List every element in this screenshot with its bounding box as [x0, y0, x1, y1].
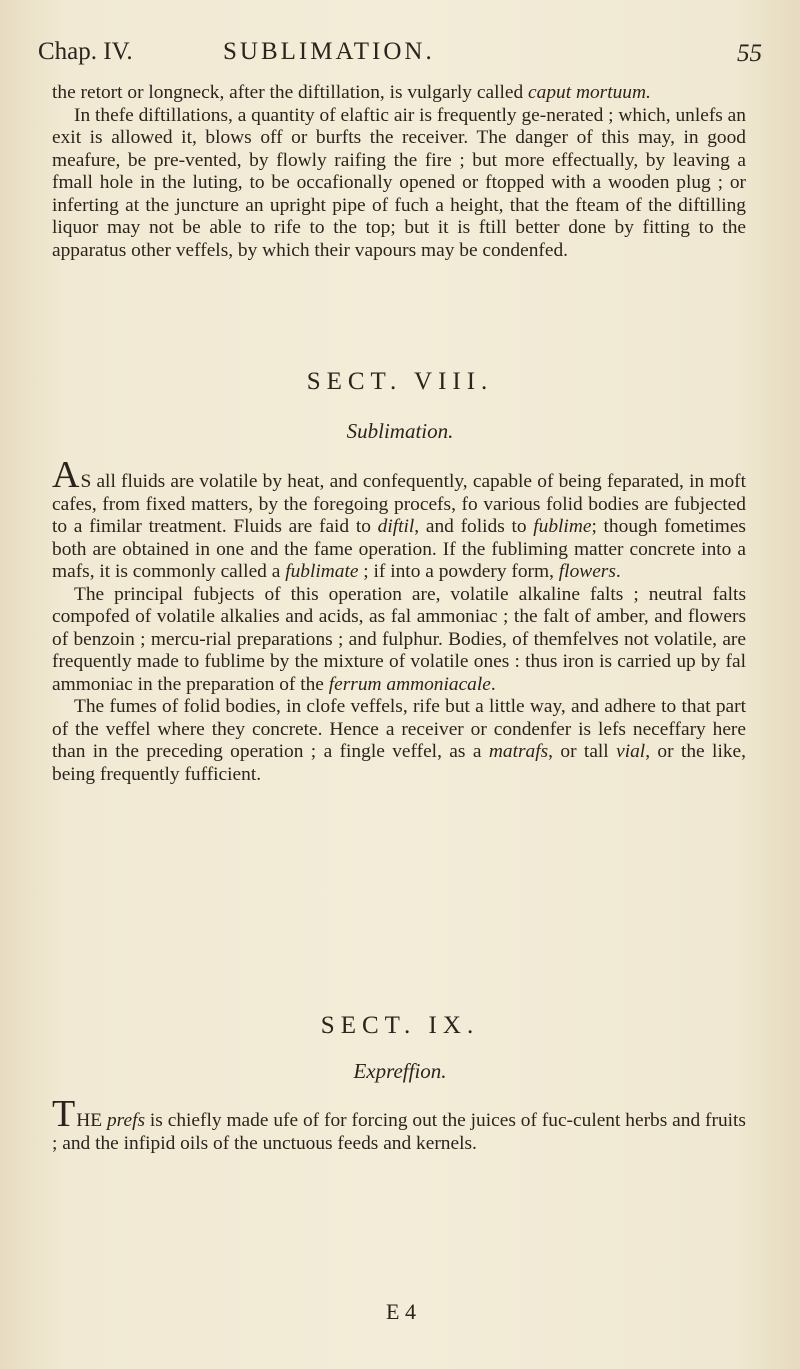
running-head	[38, 38, 762, 72]
intro-paragraph-1: the retort or longneck, after the diftillation, is vulgarly called caput mortuum.	[52, 82, 651, 103]
section-8-paragraph-2: The principal fubjects of this operation are, volatile alkaline falts ; neutral falts compofed of volatile alkalies and acids, as fal ammoniac ; the falt of amber, and flowers of benzoin ; mercu-rial preparations ; and fulphur. Bodies, of themfelves not volatile, are frequently made to fublime by the mixture of volatile ones : thus iron is carried up by fal ammoniac in the preparation of the ferrum ammoniacale.	[52, 583, 746, 695]
section-9-body	[52, 1093, 746, 1155]
section-9-heading: SECT. IX.	[320, 1012, 480, 1039]
page-number: 55	[737, 40, 762, 67]
page-title: SUBLIMATION.	[223, 38, 435, 65]
section-9-paragraph-1: THE prefs is chiefly made ufe of for forcing out the juices of fuc-culent herbs and fruits ; and the infipid oils of the unctuous feeds and kernels.	[52, 1093, 746, 1154]
drop-cap: T	[52, 1093, 76, 1135]
intro-text	[52, 82, 746, 262]
signature-mark: E 4	[386, 1299, 416, 1324]
section-8-paragraph-3: The fumes of folid bodies, in clofe veffels, rife but a little way, and adhere to that part of the veffel where they concrete. Hence a receiver or condenfer is lefs neceffary here than in the preceding operation ; a fingle veffel, as a matrafs, or tall vial, or the like, being frequently fufficient.	[52, 696, 746, 785]
section-8-body	[52, 454, 746, 786]
section-9-subheading: Expreffion.	[353, 1059, 447, 1083]
section-8-subheading: Sublimation.	[346, 419, 454, 443]
drop-cap: A	[52, 454, 80, 496]
chapter-label: Chap. IV.	[38, 38, 133, 65]
section-8-paragraph-1: AS all fluids are volatile by heat, and confequently, capable of being feparated, in moft cafes, from fixed matters, by the foregoing procefs, fo various folid bodies are fubjected to a fimilar treatment. Fluids are faid to diftil, and folids to fublime; though fometimes both are obtained in one and the fame operation. If the fubliming matter concrete into a mafs, it is commonly called a fublimate ; if into a powdery form, flowers.	[52, 454, 746, 582]
intro-paragraph-2: In thefe diftillations, a quantity of elaftic air is frequently ge-nerated ; which, unlefs an exit is allowed it, blows off or burfts the receiver. The danger of this may, in good meafure, be pre-vented, by flowly raifing the fire ; but more effectually, by leaving a fmall hole in the luting, to be occafionally opened or ftopped with a wooden plug ; or inferting at the juncture an upright pipe of fuch a height, that the fteam of the diftilling liquor may not be able to rife to the top; but it is ftill better done by fitting to the apparatus other veffels, by which their vapours may be condenfed.	[52, 104, 746, 261]
section-8-heading: SECT. VIII.	[306, 368, 494, 395]
